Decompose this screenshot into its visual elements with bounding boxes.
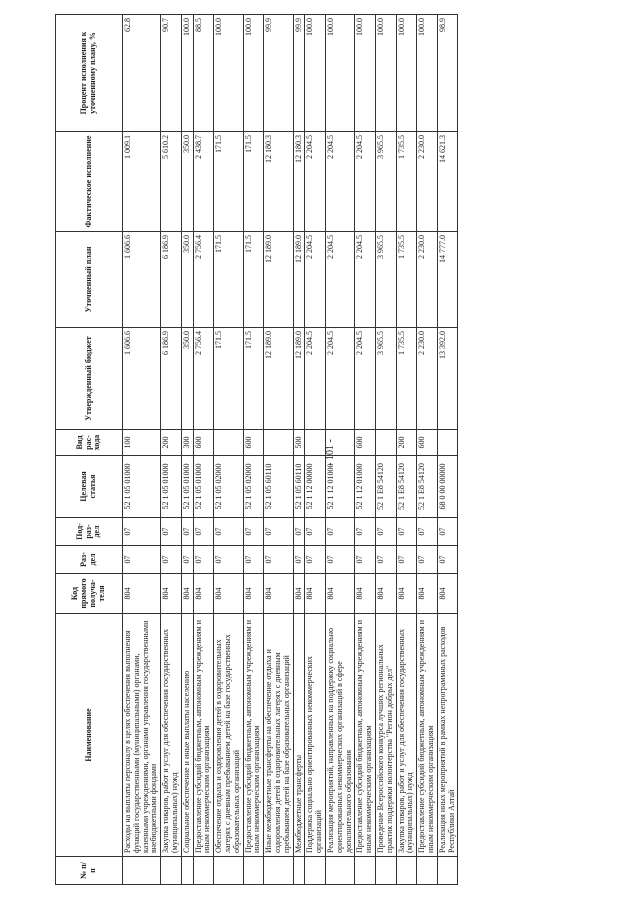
cell-razdel: 07 xyxy=(293,546,305,574)
cell-code: 804 xyxy=(243,574,264,614)
cell-razdel: 07 xyxy=(181,546,193,574)
table-row xyxy=(181,15,193,885)
cell-name: Поддержка социально ориентированных некоммерческих организаций xyxy=(305,614,326,857)
cell-actual: 12 180.3 xyxy=(293,132,305,232)
cell-refined: 1 735.5 xyxy=(396,232,417,328)
cell-target: 52 1 12 01000 xyxy=(355,456,376,518)
cell-target: 52 1 E8 54120 xyxy=(396,456,417,518)
cell-name: Предоставление субсидий бюджетным, автономным учреждениям и иным некоммерческим организациям xyxy=(243,614,264,857)
header-approved: Утвержденный бюджет xyxy=(56,328,123,430)
cell-approved: 2 204.5 xyxy=(355,328,376,430)
cell-razdel: 07 xyxy=(264,546,293,574)
cell-num xyxy=(325,857,354,885)
cell-percent: 98.9 xyxy=(437,15,458,132)
cell-podrazdel: 07 xyxy=(375,518,396,546)
cell-razdel: 07 xyxy=(355,546,376,574)
cell-razdel: 07 xyxy=(214,546,243,574)
cell-percent: 62.8 xyxy=(123,15,161,132)
cell-percent: 100.0 xyxy=(355,15,376,132)
cell-num xyxy=(181,857,193,885)
cell-actual: 1 735.5 xyxy=(396,132,417,232)
cell-percent: 99.9 xyxy=(264,15,293,132)
cell-refined: 3 965.5 xyxy=(375,232,396,328)
cell-podrazdel: 07 xyxy=(293,518,305,546)
cell-approved: 12 189.0 xyxy=(264,328,293,430)
table-row xyxy=(293,15,305,885)
cell-approved: 2 204.5 xyxy=(325,328,354,430)
cell-code: 804 xyxy=(264,574,293,614)
cell-num xyxy=(437,857,458,885)
cell-percent: 100.0 xyxy=(325,15,354,132)
cell-percent: 100.0 xyxy=(305,15,326,132)
table-row xyxy=(264,15,293,885)
cell-percent: 100.0 xyxy=(181,15,193,132)
cell-percent: 90.7 xyxy=(161,15,182,132)
cell-target: 52 1 05 01000 xyxy=(181,456,193,518)
cell-refined: 6 186.9 xyxy=(161,232,182,328)
cell-percent: 88.5 xyxy=(193,15,214,132)
cell-actual: 171.5 xyxy=(214,132,243,232)
cell-percent: 99.9 xyxy=(293,15,305,132)
cell-name: Закупка товаров, работ и услуг для обеспечения государственных (муниципальных) нужд xyxy=(161,614,182,857)
cell-actual: 2 204.5 xyxy=(325,132,354,232)
cell-approved: 2 756.4 xyxy=(193,328,214,430)
table-row xyxy=(325,15,354,885)
table-header-row xyxy=(56,15,123,885)
cell-approved: 1 606.6 xyxy=(123,328,161,430)
header-num: № п/п xyxy=(56,857,123,885)
cell-vid: 200 xyxy=(161,430,182,456)
cell-num xyxy=(193,857,214,885)
cell-actual: 1 009.1 xyxy=(123,132,161,232)
cell-code: 804 xyxy=(355,574,376,614)
cell-target: 52 1 05 01000 xyxy=(123,456,161,518)
cell-num xyxy=(243,857,264,885)
cell-target: 52 1 12 00000 xyxy=(305,456,326,518)
cell-vid xyxy=(214,430,243,456)
cell-name: Межбюджетные трансферты xyxy=(293,614,305,857)
cell-actual: 5 610.2 xyxy=(161,132,182,232)
cell-refined: 171.5 xyxy=(214,232,243,328)
cell-podrazdel: 07 xyxy=(417,518,438,546)
cell-razdel: 07 xyxy=(305,546,326,574)
cell-approved: 13 392.0 xyxy=(437,328,458,430)
cell-vid xyxy=(264,430,293,456)
table-row xyxy=(243,15,264,885)
cell-podrazdel: 07 xyxy=(305,518,326,546)
cell-refined: 2 204.5 xyxy=(325,232,354,328)
cell-vid xyxy=(305,430,326,456)
cell-refined: 350.0 xyxy=(181,232,193,328)
page-number: - 101 - xyxy=(324,439,336,466)
cell-podrazdel: 07 xyxy=(193,518,214,546)
cell-razdel: 07 xyxy=(161,546,182,574)
cell-num xyxy=(396,857,417,885)
cell-num xyxy=(293,857,305,885)
cell-refined: 12 189.0 xyxy=(293,232,305,328)
cell-name: Проведение Всероссийского конкурса лучших региональных практик поддержки волонтерства "Регион добрых дел" xyxy=(375,614,396,857)
cell-actual: 171.5 xyxy=(243,132,264,232)
cell-vid xyxy=(375,430,396,456)
cell-vid xyxy=(325,430,354,456)
header-code: Код прямого получа-теля xyxy=(56,574,123,614)
cell-code: 804 xyxy=(161,574,182,614)
cell-name: Расходы на выплаты персоналу в целях обеспечения выполнения функций государственными (муниципальными) органами, казенными учреждениями, органами управления государственными внебюджетными фондами xyxy=(123,614,161,857)
cell-num xyxy=(417,857,438,885)
table-row xyxy=(214,15,243,885)
cell-vid xyxy=(437,430,458,456)
cell-approved: 2 230.0 xyxy=(417,328,438,430)
cell-podrazdel: 07 xyxy=(161,518,182,546)
cell-vid: 600 xyxy=(193,430,214,456)
cell-podrazdel: 07 xyxy=(214,518,243,546)
cell-razdel: 07 xyxy=(243,546,264,574)
cell-podrazdel: 07 xyxy=(355,518,376,546)
cell-num xyxy=(375,857,396,885)
cell-code: 804 xyxy=(293,574,305,614)
cell-podrazdel: 07 xyxy=(396,518,417,546)
cell-approved: 171.5 xyxy=(214,328,243,430)
header-percent: Процент исполнения к уточненному плану, % xyxy=(56,15,123,132)
cell-target: 52 1 05 01000 xyxy=(193,456,214,518)
cell-code: 804 xyxy=(193,574,214,614)
table-row xyxy=(375,15,396,885)
cell-target: 52 1 05 02000 xyxy=(243,456,264,518)
cell-percent: 100.0 xyxy=(375,15,396,132)
cell-target: 52 1 05 02000 xyxy=(214,456,243,518)
cell-vid: 100 xyxy=(123,430,161,456)
cell-num xyxy=(264,857,293,885)
cell-name: Закупка товаров, работ и услуг для обеспечения государственных (муниципальных) нужд xyxy=(396,614,417,857)
cell-razdel: 07 xyxy=(375,546,396,574)
cell-percent: 100.0 xyxy=(417,15,438,132)
cell-refined: 2 204.5 xyxy=(355,232,376,328)
cell-actual: 350.0 xyxy=(181,132,193,232)
header-razdel: Раз-дел xyxy=(56,546,123,574)
cell-target: 52 1 E8 54120 xyxy=(375,456,396,518)
table-row xyxy=(123,15,161,885)
cell-percent: 100.0 xyxy=(243,15,264,132)
header-actual: Фактическое исполнение xyxy=(56,132,123,232)
cell-podrazdel: 07 xyxy=(437,518,458,546)
cell-num xyxy=(123,857,161,885)
cell-name: Обеспечение отдыха и оздоровления детей в оздоровительных лагерях с дневным пребыванием детей на базе государственных образовательных организаций xyxy=(214,614,243,857)
table-row xyxy=(437,15,458,885)
cell-approved: 1 735.5 xyxy=(396,328,417,430)
cell-target: 68 0 00 00000 xyxy=(437,456,458,518)
header-vid: Вид рас-хода xyxy=(56,430,123,456)
table-row xyxy=(355,15,376,885)
header-refined: Уточненный план xyxy=(56,232,123,328)
cell-razdel: 07 xyxy=(325,546,354,574)
header-target: Целевая статья xyxy=(56,456,123,518)
cell-actual: 12 180.3 xyxy=(264,132,293,232)
cell-vid: 600 xyxy=(355,430,376,456)
cell-approved: 2 204.5 xyxy=(305,328,326,430)
cell-podrazdel: 07 xyxy=(181,518,193,546)
cell-approved: 3 965.5 xyxy=(375,328,396,430)
table-row xyxy=(396,15,417,885)
cell-vid: 300 xyxy=(181,430,193,456)
cell-refined: 14 777.0 xyxy=(437,232,458,328)
cell-code: 804 xyxy=(437,574,458,614)
cell-target: 52 1 E8 54120 xyxy=(417,456,438,518)
cell-name: Предоставление субсидий бюджетным, автономным учреждениям и иным некоммерческим организациям xyxy=(417,614,438,857)
cell-actual: 2 230.0 xyxy=(417,132,438,232)
cell-name: Предоставление субсидий бюджетным, автономным учреждениям и иным некоммерческим организациям xyxy=(193,614,214,857)
cell-code: 804 xyxy=(123,574,161,614)
cell-approved: 171.5 xyxy=(243,328,264,430)
cell-refined: 12 189.0 xyxy=(264,232,293,328)
cell-num xyxy=(161,857,182,885)
cell-razdel: 07 xyxy=(396,546,417,574)
cell-approved: 6 186.9 xyxy=(161,328,182,430)
cell-refined: 1 606.6 xyxy=(123,232,161,328)
header-podrazdel: Под-раз-дел xyxy=(56,518,123,546)
cell-actual: 3 965.5 xyxy=(375,132,396,232)
cell-podrazdel: 07 xyxy=(264,518,293,546)
cell-target: 52 1 05 60110 xyxy=(293,456,305,518)
cell-code: 804 xyxy=(375,574,396,614)
cell-podrazdel: 07 xyxy=(243,518,264,546)
cell-code: 804 xyxy=(305,574,326,614)
cell-refined: 2 756.4 xyxy=(193,232,214,328)
table-row xyxy=(417,15,438,885)
cell-name: Реализация иных мероприятий в рамках непрограммных расходов Республики Алтай xyxy=(437,614,458,857)
cell-vid: 600 xyxy=(417,430,438,456)
cell-target: 52 1 05 01000 xyxy=(161,456,182,518)
header-name: Наименование xyxy=(56,614,123,857)
cell-actual: 2 204.5 xyxy=(305,132,326,232)
cell-razdel: 07 xyxy=(437,546,458,574)
cell-actual: 14 621.3 xyxy=(437,132,458,232)
cell-vid: 200 xyxy=(396,430,417,456)
cell-approved: 12 189.0 xyxy=(293,328,305,430)
cell-percent: 100.0 xyxy=(214,15,243,132)
cell-target: 52 1 05 60110 xyxy=(264,456,293,518)
cell-name: Предоставление субсидий бюджетным, автономным учреждениям и иным некоммерческим организациям xyxy=(355,614,376,857)
cell-code: 804 xyxy=(325,574,354,614)
cell-vid: 500 xyxy=(293,430,305,456)
table-row xyxy=(305,15,326,885)
cell-code: 804 xyxy=(396,574,417,614)
cell-name: Реализация мероприятий, направленных на поддержку социально ориентированных некоммерческих организаций в сфере дополнительного образования xyxy=(325,614,354,857)
budget-table-container xyxy=(55,15,615,885)
cell-num xyxy=(305,857,326,885)
table-row xyxy=(193,15,214,885)
cell-actual: 2 204.5 xyxy=(355,132,376,232)
cell-target: 52 1 12 01000 xyxy=(325,456,354,518)
cell-podrazdel: 07 xyxy=(123,518,161,546)
cell-refined: 171.5 xyxy=(243,232,264,328)
cell-code: 804 xyxy=(417,574,438,614)
cell-refined: 2 230.0 xyxy=(417,232,438,328)
cell-percent: 100.0 xyxy=(396,15,417,132)
budget-table xyxy=(55,14,458,885)
table-row xyxy=(161,15,182,885)
cell-actual: 2 438.7 xyxy=(193,132,214,232)
cell-code: 804 xyxy=(214,574,243,614)
cell-podrazdel: 07 xyxy=(325,518,354,546)
cell-refined: 2 204.5 xyxy=(305,232,326,328)
cell-razdel: 07 xyxy=(417,546,438,574)
cell-code: 804 xyxy=(181,574,193,614)
cell-num xyxy=(355,857,376,885)
table-body xyxy=(123,15,458,885)
cell-razdel: 07 xyxy=(193,546,214,574)
cell-name: Иные межбюджетные трансферты на обеспечение отдыха и оздоровления детей в оздоровительных лагерях с дневным пребыванием детей на базе образовательных организаций xyxy=(264,614,293,857)
cell-razdel: 07 xyxy=(123,546,161,574)
cell-approved: 350.0 xyxy=(181,328,193,430)
cell-vid: 600 xyxy=(243,430,264,456)
cell-num xyxy=(214,857,243,885)
cell-name: Социальное обеспечение и иные выплаты населению xyxy=(181,614,193,857)
